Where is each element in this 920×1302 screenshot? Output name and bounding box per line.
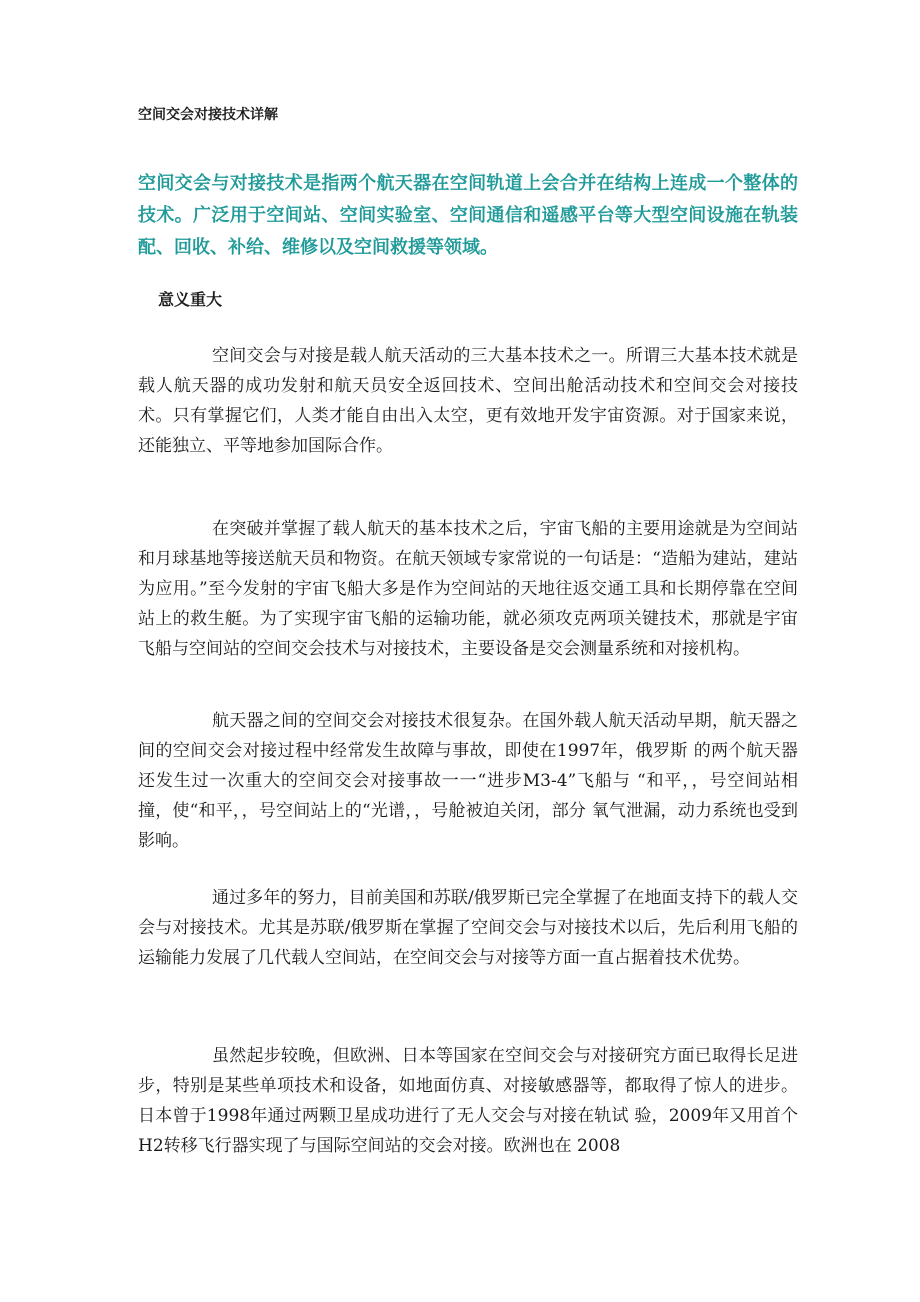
body-paragraph-3: 航天器之间的空间交会对接技术很复杂。在国外载人航天活动早期，航天器之间的空间交会对接过程中经常发生故障与事故，即使在1997年，俄罗斯 的两个航天器还发生过一次重大的空间交会对接事故一一“进步M3-4”飞船与 “和平，，号空间站相撞，使“和平，，号空间站上的“光谱，，号舱被迫关闭，部分 氧气泄漏，动力系统也受到影响。 bbox=[138, 711, 798, 851]
document-title: 空间交会对接技术详解 bbox=[138, 107, 278, 123]
body-paragraph-2: 在突破并掌握了载人航天的基本技术之后，宇宙飞船的主要用途就是为空间站和月球基地等接送航天员和物资。在航天领域专家常说的一句话是：“造船为建站，建站为应用。”至今发射的宇宙飞船大多是作为空间站的天地往返交通工具和长期停靠在空间站上的救生艇。为了实现宇宙飞船的运输功能，就必须攻克两项关键技术，那就是宇宙飞船与空间站的空间交会技术与对接技术，主要设备是交会测量系统和对接机构。 bbox=[138, 519, 798, 659]
section-heading: 意义重大 bbox=[158, 290, 223, 309]
intro-paragraph: 空间交会与对接技术是指两个航天器在空间轨道上会合并在结构上连成一个整体的技术。广泛用于空间站、空间实验室、空间通信和遥感平台等大型空间设施在轨装配、回收、补给、维修以及空间救援等领域。 bbox=[138, 173, 798, 258]
body-paragraph-5: 虽然起步较晚，但欧洲、日本等国家在空间交会与对接研究方面已取得长足进步，特别是某些单项技术和设备，如地面仿真、对接敏感器等，都取得了惊人的进步。日本曾于1998年通过两颗卫星成功进行了无人交会与对接在轨试 验，2009年又用首个H2转移飞行器实现了与国际空间站的交会对接。欧洲也在 2008 bbox=[138, 1046, 798, 1156]
body-paragraph-1: 空间交会与对接是载人航天活动的三大基本技术之一。所谓三大基本技术就是载人航天器的成功发射和航天员安全返回技术、空间出舱活动技术和空间交会对接技术。只有掌握它们，人类才能自由出入太空，更有效地开发宇宙资源。对于国家来说，还能独立、平等地参加国际合作。 bbox=[138, 346, 798, 456]
body-paragraph-4: 通过多年的努力，目前美国和苏联/俄罗斯已完全掌握了在地面支持下的载人交会与对接技术。尤其是苏联/俄罗斯在掌握了空间交会与对接技术以后，先后利用飞船的运输能力发展了几代载人空间站，在空间交会与对接等方面一直占据着技术优势。 bbox=[138, 888, 798, 968]
